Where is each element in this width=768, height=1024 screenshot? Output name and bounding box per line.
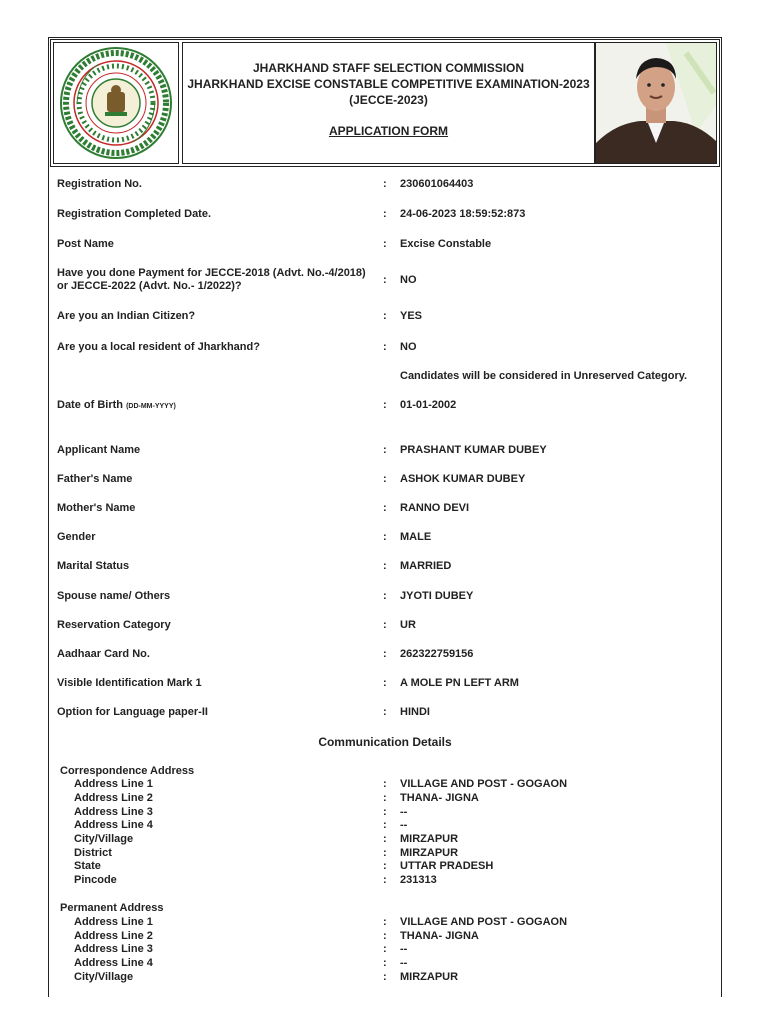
field-value: HINDI — [400, 706, 430, 718]
field-separator: : — [383, 473, 387, 485]
field-separator: : — [383, 208, 387, 220]
field-separator: : — [383, 178, 387, 190]
field-separator: : — [383, 590, 387, 602]
address-value: -- — [400, 806, 408, 818]
field-value: UR — [400, 619, 416, 631]
field-label: Registration No. — [57, 178, 142, 190]
field-label: Father's Name — [57, 473, 133, 485]
form-header — [50, 39, 720, 167]
field-separator: : — [383, 806, 387, 818]
field-separator: : — [383, 341, 387, 353]
address-value: THANA- JIGNA — [400, 792, 479, 804]
address-value: -- — [400, 957, 408, 969]
field-value: 262322759156 — [400, 648, 474, 660]
address-label: Address Line 1 — [74, 778, 153, 790]
field-value: MARRIED — [400, 560, 452, 572]
address-heading: Correspondence Address — [60, 765, 195, 777]
field-separator: : — [383, 833, 387, 845]
address-value: MIRZAPUR — [400, 971, 459, 983]
exam-short-name: (JECCE-2023) — [349, 93, 428, 107]
field-separator: : — [383, 971, 387, 983]
field-value: 230601064403 — [400, 178, 474, 190]
field-value: ASHOK KUMAR DUBEY — [400, 473, 526, 485]
field-label: Reservation Category — [57, 619, 171, 631]
form-title-block — [182, 42, 595, 164]
field-value: 24-06-2023 18:59:52:873 — [400, 208, 526, 220]
field-label: Registration Completed Date. — [57, 208, 212, 220]
address-label: Address Line 2 — [74, 792, 153, 804]
field-separator: : — [383, 943, 387, 955]
applicant-photo — [595, 42, 717, 164]
form-title: APPLICATION FORM — [328, 124, 449, 138]
field-label: Mother's Name — [57, 502, 136, 514]
address-label: Address Line 4 — [74, 819, 153, 831]
field-label: Are you a local resident of Jharkhand? — [57, 341, 260, 353]
field-label: Applicant Name — [57, 444, 141, 456]
field-separator: : — [383, 860, 387, 872]
field-separator: : — [383, 560, 387, 572]
field-separator: : — [383, 648, 387, 660]
field-label: Post Name — [57, 238, 114, 250]
field-value: RANNO DEVI — [400, 502, 470, 514]
field-value: YES — [400, 310, 423, 322]
field-separator: : — [383, 930, 387, 942]
address-label: Address Line 1 — [74, 916, 153, 928]
field-label: Are you an Indian Citizen? — [57, 310, 196, 322]
address-label: Address Line 3 — [74, 943, 153, 955]
address-label: Address Line 2 — [74, 930, 153, 942]
field-value: NO — [400, 341, 417, 353]
field-label: Marital Status — [57, 560, 130, 572]
field-label: Visible Identification Mark 1 — [57, 677, 202, 689]
field-separator: : — [383, 619, 387, 631]
address-label: Address Line 4 — [74, 957, 153, 969]
address-value: VILLAGE AND POST - GOGAON — [400, 778, 568, 790]
field-separator: : — [383, 531, 387, 543]
address-heading: Permanent Address — [60, 902, 164, 914]
field-label: Spouse name/ Others — [57, 590, 171, 602]
field-separator: : — [383, 778, 387, 790]
field-separator: : — [383, 677, 387, 689]
address-value: VILLAGE AND POST - GOGAON — [400, 916, 568, 928]
field-separator: : — [383, 444, 387, 456]
address-label: City/Village — [74, 971, 134, 983]
field-label-format: (DD-MM-YYYY) — [126, 403, 176, 410]
field-separator: : — [383, 310, 387, 322]
field-value: A MOLE PN LEFT ARM — [400, 677, 519, 689]
address-value: MIRZAPUR — [400, 847, 459, 859]
address-label: District — [74, 847, 112, 859]
field-separator: : — [383, 399, 387, 411]
field-value: JYOTI DUBEY — [400, 590, 474, 602]
field-label-text: Date of Birth — [57, 399, 123, 411]
application-form — [48, 37, 722, 997]
field-value: 01-01-2002 — [400, 399, 457, 411]
org-name: JHARKHAND STAFF SELECTION COMMISSION — [252, 61, 525, 75]
field-separator: : — [383, 502, 387, 514]
address-label: City/Village — [74, 833, 134, 845]
communication-details-title: Communication Details — [318, 735, 452, 749]
field-label: Aadhaar Card No. — [57, 648, 150, 660]
field-separator: : — [383, 274, 387, 286]
address-value: UTTAR PRADESH — [400, 860, 494, 872]
address-value: 231313 — [400, 874, 437, 886]
address-label: State — [74, 860, 101, 872]
field-label: Gender — [57, 531, 96, 543]
field-label: Have you done Payment for JECCE-2018 (Advt. No.-4/2018) or JECCE-2022 (Advt. No.- 1/2022)? — [57, 267, 366, 292]
field-value: Excise Constable — [400, 238, 492, 250]
address-label: Address Line 3 — [74, 806, 153, 818]
field-value: MALE — [400, 531, 432, 543]
field-separator: : — [383, 874, 387, 886]
field-separator: : — [383, 916, 387, 928]
exam-name: JHARKHAND EXCISE CONSTABLE COMPETITIVE EXAMINATION-2023 — [187, 77, 590, 91]
address-label: Pincode — [74, 874, 117, 886]
field-value: NO — [400, 274, 417, 286]
field-separator: : — [383, 957, 387, 969]
field-separator: : — [383, 847, 387, 859]
address-value: THANA- JIGNA — [400, 930, 479, 942]
category-note: Candidates will be considered in Unreserved Category. — [400, 370, 688, 382]
field-separator: : — [383, 819, 387, 831]
address-value: MIRZAPUR — [400, 833, 459, 845]
address-value: -- — [400, 819, 408, 831]
field-label: Option for Language paper-II — [57, 706, 208, 718]
applicant-photo-icon — [596, 43, 717, 164]
address-value: -- — [400, 943, 408, 955]
field-separator: : — [383, 706, 387, 718]
field-value: PRASHANT KUMAR DUBEY — [400, 444, 547, 456]
field-separator: : — [383, 792, 387, 804]
state-seal — [53, 42, 179, 164]
field-label — [57, 399, 377, 413]
field-separator: : — [383, 238, 387, 250]
jharkhand-seal-icon — [59, 46, 173, 160]
